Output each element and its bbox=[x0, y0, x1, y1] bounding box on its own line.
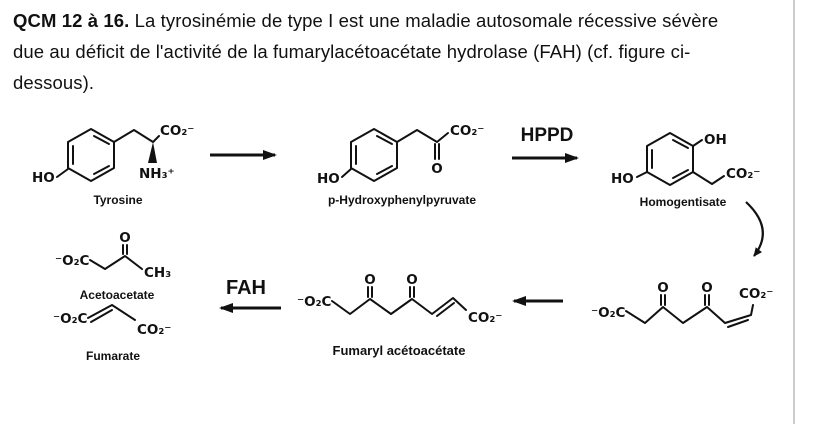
molecule-fumaryl-acetoacetate bbox=[297, 272, 502, 358]
phpp-o-formula: O bbox=[431, 161, 443, 177]
maleyl-o2-formula: O bbox=[701, 280, 713, 296]
ring-double-bonds bbox=[73, 136, 109, 174]
homogentisate-ho-formula: HO bbox=[611, 171, 634, 187]
skeleton-bonds bbox=[90, 256, 142, 269]
fumaryl-label: Fumaryl acétoacétate bbox=[332, 343, 466, 358]
fumaryl-o2c-formula: ⁻O₂C bbox=[297, 294, 332, 310]
maleyl-o1-formula: O bbox=[657, 280, 669, 296]
homogentisate-oh-formula: OH bbox=[704, 132, 727, 148]
carbonyl-double-bond-1 bbox=[661, 295, 665, 305]
question-line-1 bbox=[13, 5, 718, 36]
acetoacetate-label: Acetoacetate bbox=[79, 288, 155, 302]
question-line-2: due au déficit de l'activité de la fumarylacétoacétate hydrolase (FAH) (cf. figure ci- bbox=[13, 41, 691, 62]
tyrosine-label: Tyrosine bbox=[93, 193, 143, 207]
molecule-maleylacetoacetate bbox=[591, 280, 773, 327]
molecule-homogentisate bbox=[611, 132, 760, 209]
molecule-tyrosine bbox=[32, 123, 194, 207]
phpp-label: p-Hydroxyphenylpyruvate bbox=[327, 193, 477, 207]
skeleton-bonds bbox=[114, 130, 159, 142]
skeleton-bonds bbox=[626, 305, 753, 323]
question-number: QCM 12 à 16. bbox=[13, 10, 130, 31]
acetoacetate-o2c-formula: ⁻O₂C bbox=[55, 253, 90, 269]
ring-double-bonds bbox=[356, 136, 392, 174]
enzyme-hppd-label: HPPD bbox=[520, 125, 574, 146]
enzyme-fah-label: FAH bbox=[226, 277, 266, 299]
carbonyl-double-bond-2 bbox=[410, 287, 414, 297]
carbonyl-double-bond-1 bbox=[368, 287, 372, 297]
molecule-acetoacetate bbox=[55, 230, 171, 302]
carbonyl-double-bond-2 bbox=[705, 295, 709, 305]
carbonyl-double-bond bbox=[123, 245, 127, 254]
skeleton-bonds bbox=[397, 130, 448, 142]
hydroxyl-bond bbox=[57, 169, 68, 177]
maleyl-o2c-formula: ⁻O₂C bbox=[591, 305, 626, 321]
benzene-ring bbox=[68, 129, 114, 181]
skeleton-bonds bbox=[332, 298, 466, 314]
fumaryl-co2-formula: CO₂⁻ bbox=[468, 310, 503, 326]
acetoacetate-ch3-formula: CH₃ bbox=[144, 265, 172, 281]
wedge-bond bbox=[148, 142, 157, 163]
tyrosine-co2-formula: CO₂⁻ bbox=[160, 123, 195, 139]
hydroxyl-bond-top bbox=[693, 140, 702, 146]
question-text bbox=[13, 5, 718, 98]
hydroxyl-bond-left bbox=[637, 172, 647, 177]
fumarate-label: Fumarate bbox=[85, 349, 141, 363]
fumaryl-o1-formula: O bbox=[364, 272, 376, 288]
benzene-ring bbox=[647, 133, 693, 185]
benzene-ring bbox=[351, 129, 397, 181]
hydroxyl-bond bbox=[342, 169, 351, 177]
fumaryl-o2-formula: O bbox=[406, 272, 418, 288]
molecule-fumarate bbox=[53, 305, 171, 363]
skeleton-bonds bbox=[88, 305, 135, 320]
reaction-arrow-curved bbox=[746, 202, 763, 256]
ring-double-bonds bbox=[652, 140, 688, 178]
tyrosine-ho-formula: HO bbox=[32, 170, 55, 186]
page-margin-line bbox=[793, 0, 795, 424]
acetoacetate-o-formula: O bbox=[119, 230, 131, 246]
skeleton-bonds bbox=[693, 172, 724, 184]
homogentisate-label: Homogentisate bbox=[639, 195, 727, 209]
fumarate-co2-formula: CO₂⁻ bbox=[137, 322, 172, 338]
molecule-p-hydroxyphenylpyruvate bbox=[317, 123, 484, 207]
maleyl-co2-formula: CO₂⁻ bbox=[739, 286, 774, 302]
tyrosine-nh3-formula: NH₃⁺ bbox=[139, 166, 175, 182]
fumarate-o2c-formula: ⁻O₂C bbox=[53, 311, 88, 327]
phpp-ho-formula: HO bbox=[317, 171, 340, 187]
carbonyl-double-bond bbox=[435, 144, 439, 159]
metabolic-pathway-diagram bbox=[0, 108, 821, 424]
question-line-1-text: La tyrosinémie de type I est une maladie autosomale récessive sévère bbox=[129, 10, 719, 31]
phpp-co2-formula: CO₂⁻ bbox=[450, 123, 485, 139]
homogentisate-co2-formula: CO₂⁻ bbox=[726, 166, 761, 182]
question-line-3: dessous). bbox=[13, 72, 95, 93]
